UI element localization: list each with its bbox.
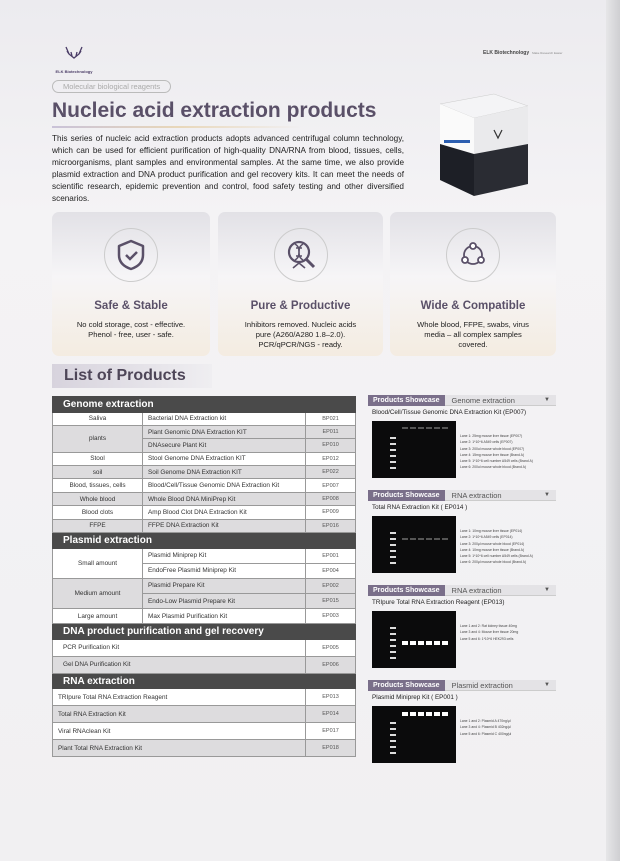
catalog-code: EP001 <box>306 548 356 563</box>
showcase-kit: TRIpure Total RNA Extraction Reagent (EP013) <box>372 599 505 606</box>
sample-type: Stool <box>53 452 143 465</box>
lane-label: Lane 3 and 4: Mouse liver tissue 20mg <box>460 630 519 635</box>
section-title: DNA product purification and gel recovery <box>53 624 356 640</box>
sample-band <box>410 538 416 540</box>
table-row <box>53 425 356 438</box>
catalog-code: EP009 <box>306 506 356 519</box>
dna-magnifier-icon <box>274 228 328 282</box>
table-row <box>53 689 356 706</box>
kit-name: Soil Genome DNA Extraction KIT <box>143 466 306 479</box>
sample-band <box>418 712 424 716</box>
feature-text: Whole blood, FFPE, swabs, virus media – all complex samples covered. <box>417 320 529 349</box>
lane-label: Lane 1 and 2: Plasmid A 470ng/μl <box>460 719 511 723</box>
catalog-code: EP017 <box>306 723 356 740</box>
table-row <box>53 479 356 492</box>
sample-band <box>402 427 408 429</box>
sample-band <box>434 712 440 716</box>
lane-label: Lane 5 and 6: 1*10^6 HEK293 cells <box>460 636 514 641</box>
section-header <box>53 533 356 549</box>
catalog-code: BP021 <box>306 412 356 425</box>
showcase-kit: Blood/Cell/Tissue Genomic DNA Extraction Kit (EP007) <box>372 409 527 416</box>
table-row <box>53 506 356 519</box>
table-row <box>53 412 356 425</box>
elk-logo: ELK Biotechnology <box>54 46 94 78</box>
table-row <box>53 578 356 593</box>
gel-electrophoresis-image <box>372 706 456 763</box>
catalog-code: EP004 <box>306 563 356 578</box>
showcase-label: Products Showcase <box>368 490 445 501</box>
ladder-band <box>390 550 396 552</box>
showcase-label: Products Showcase <box>368 680 445 691</box>
kit-name: Max Plasmid Purification Kit <box>143 609 306 624</box>
kit-name: Endo-Low Plasmid Prepare Kit <box>143 594 306 609</box>
sample-band <box>426 712 432 716</box>
section-header <box>53 624 356 640</box>
table-row <box>53 492 356 505</box>
sample-band <box>434 427 440 429</box>
page-title: Nucleic acid extraction products <box>52 99 377 122</box>
showcase-category: Plasmid extraction <box>451 680 513 690</box>
kit-name: EndoFree Plasmid Miniprep Kit <box>143 563 306 578</box>
table-row <box>53 656 356 673</box>
catalog-code: EP003 <box>306 609 356 624</box>
showcase-label: Products Showcase <box>368 585 445 596</box>
feature-title: Pure & Productive <box>250 300 351 312</box>
dropdown-arrow-icon[interactable]: ▼ <box>544 397 550 403</box>
ladder-band <box>390 443 396 445</box>
catalog-code: EP012 <box>306 452 356 465</box>
products-showcase <box>368 585 556 675</box>
section-title: Plasmid extraction <box>53 533 356 549</box>
products-table <box>52 396 356 757</box>
kit-name: PCR Purification Kit <box>53 639 306 656</box>
feature-card <box>218 212 383 356</box>
ladder-band <box>390 544 396 546</box>
lane-label: Lane 3: 200μl mouse whole blood (EP014) <box>460 541 525 546</box>
table-row <box>53 740 356 757</box>
lane-label: Lane 4: 15mg mouse liver tissue (Brand A) <box>460 452 525 457</box>
ladder-band <box>390 722 396 724</box>
sample-band <box>442 712 448 716</box>
ladder-band <box>390 734 396 736</box>
table-row <box>53 519 356 532</box>
network-nodes-icon <box>446 228 500 282</box>
lane-label: Lane 2: 1*10^6 A549 cells (EP007) <box>460 440 513 445</box>
feature-title: Safe & Stable <box>94 300 168 312</box>
kit-name: FFPE DNA Extraction Kit <box>143 519 306 532</box>
ladder-band <box>390 645 396 647</box>
catalog-code: EP005 <box>306 639 356 656</box>
sample-band <box>442 641 448 645</box>
sample-band <box>434 538 440 540</box>
ladder-band <box>390 461 396 463</box>
showcase-category: RNA extraction <box>451 490 502 500</box>
catalog-code: EP007 <box>306 479 356 492</box>
intro-paragraph: This series of nucleic acid extraction products adopts advanced centrifugal column technology, which can be used for efficient purification of high-quality DNA/RNA from blood, tissues, cells, microorganisms, plant samples and environmental samples. At the same time, we also provide plasmid extraction and DNA product purification and gel recovery kits. It can meet the needs of scientific research, epidemic prevention and control, food safety testing and other diversified scenarios. <box>52 134 404 203</box>
lane-label: Lane 5: 1*10^6 cell number A549 cells (Brand A) <box>460 554 533 559</box>
showcase-category: Genome extraction <box>451 395 515 405</box>
lane-label: Lane 4: 10mg mouse liver tissue (Brand A) <box>460 547 525 552</box>
showcase-kit: Total RNA Extraction Kit ( EP014 ) <box>372 504 468 511</box>
table-row <box>53 706 356 723</box>
sample-band <box>410 641 416 645</box>
catalog-code: EP014 <box>306 706 356 723</box>
showcase-bar[interactable] <box>368 395 556 406</box>
lane-label: Lane 3 and 4: Plasmid B 402ng/μl <box>460 725 511 730</box>
gel-electrophoresis-image <box>372 516 456 573</box>
sample-band <box>442 427 448 429</box>
dropdown-arrow-icon[interactable]: ▼ <box>544 682 550 688</box>
catalog-code: EP006 <box>306 656 356 673</box>
kit-name: Amp Blood Clot DNA Extraction Kit <box>143 506 306 519</box>
lane-label: Lane 2: 1*10^6 A549 cells (EP014) <box>460 535 513 540</box>
lane-label: Lane 1 and 2: Rat kidney tissue 40mg <box>460 624 517 628</box>
ladder-band <box>390 449 396 451</box>
sample-type: Saliva <box>53 412 143 425</box>
catalog-code: EP022 <box>306 466 356 479</box>
ladder-band <box>390 562 396 564</box>
lane-label: Lane 6: 200μl mouse whole blood (Brand A) <box>460 560 527 565</box>
catalog-code: EP016 <box>306 519 356 532</box>
section-title: Genome extraction <box>53 397 356 413</box>
sample-type: Large amount <box>53 609 143 624</box>
catalog-code: EP010 <box>306 439 356 452</box>
lane-label: Lane 1: 25mg mouse liver tissue (EP007) <box>460 434 523 438</box>
sample-band <box>426 538 432 540</box>
dropdown-arrow-icon[interactable]: ▼ <box>544 587 550 593</box>
showcase-bar[interactable] <box>368 680 556 691</box>
sample-band <box>418 538 424 540</box>
lane-legend <box>460 528 533 566</box>
table-row <box>53 452 356 465</box>
lane-label: Lane 1: 10mg mouse liver tissue (EP014) <box>460 529 523 533</box>
section-title: RNA extraction <box>53 673 356 689</box>
kit-name: Plasmid Prepare Kit <box>143 578 306 593</box>
ladder-band <box>390 639 396 641</box>
catalog-code: EP013 <box>306 689 356 706</box>
products-showcase <box>368 680 556 770</box>
showcase-label: Products Showcase <box>368 395 445 406</box>
ladder-band <box>390 467 396 469</box>
title-underline <box>52 126 302 128</box>
kit-name: Stool Genome DNA Extraction KIT <box>143 452 306 465</box>
antler-logo-icon <box>63 46 85 60</box>
sample-band <box>426 641 432 645</box>
brand-header: ELK Biotechnology Make Research Easier <box>483 50 563 56</box>
sample-band <box>442 538 448 540</box>
kit-name: TRIpure Total RNA Extraction Reagent <box>53 689 306 706</box>
table-row <box>53 639 356 656</box>
kit-name: Bacterial DNA Extraction kit <box>143 412 306 425</box>
sample-band <box>426 427 432 429</box>
ladder-band <box>390 657 396 659</box>
feature-text: Inhibitors removed. Nucleic acids pure (A260/A280 1.8–2.0). PCR/qPCR/NGS - ready. <box>244 320 357 349</box>
ladder-band <box>390 532 396 534</box>
feature-card <box>390 212 556 356</box>
sample-band <box>418 641 424 645</box>
page-edge <box>606 0 620 861</box>
showcase-bar[interactable] <box>368 585 556 596</box>
sample-type: Blood clots <box>53 506 143 519</box>
table-row <box>53 723 356 740</box>
kit-name: Blood/Cell/Tissue Genomic DNA Extraction Kit <box>143 479 306 492</box>
showcase-category: RNA extraction <box>451 585 502 595</box>
catalog-code: EP018 <box>306 740 356 757</box>
gel-electrophoresis-image <box>372 421 456 478</box>
gel-electrophoresis-image <box>372 611 456 668</box>
sample-type: Whole blood <box>53 492 143 505</box>
category-pill: Molecular biological reagents <box>52 80 171 93</box>
showcase-kit: Plasmid Miniprep Kit ( EP001 ) <box>372 694 458 701</box>
ladder-band <box>390 627 396 629</box>
feature-title: Wide & Compatible <box>420 300 526 312</box>
ladder-band <box>390 633 396 635</box>
ladder-band <box>390 455 396 457</box>
kit-name: Plant Total RNA Extraction Kit <box>53 740 306 757</box>
lane-label: Lane 5 and 6: Plasmid C 400ng/μl <box>460 731 512 736</box>
sample-band <box>402 538 408 540</box>
kit-name: Plasmid Miniprep Kit <box>143 548 306 563</box>
sample-band <box>410 427 416 429</box>
lane-legend <box>460 433 533 471</box>
ladder-band <box>390 538 396 540</box>
section-header <box>53 673 356 689</box>
catalog-code: EP011 <box>306 425 356 438</box>
kit-name: Gel DNA Purification Kit <box>53 656 306 673</box>
sample-band <box>434 641 440 645</box>
sample-type: FFPE <box>53 519 143 532</box>
kit-name: Total RNA Extraction Kit <box>53 706 306 723</box>
ladder-band <box>390 752 396 754</box>
ladder-band <box>390 746 396 748</box>
sample-type: soil <box>53 466 143 479</box>
products-showcase <box>368 490 556 580</box>
sample-type: plants <box>53 425 143 452</box>
table-row <box>53 548 356 563</box>
sample-type: Blood, tissues, cells <box>53 479 143 492</box>
table-row <box>53 609 356 624</box>
lane-legend <box>460 718 511 737</box>
kit-name: Whole Blood DNA MiniPrep Kit <box>143 492 306 505</box>
ladder-band <box>390 740 396 742</box>
lane-label: Lane 3: 200ul mouse whole blood (EP007) <box>460 446 525 451</box>
ladder-band <box>390 651 396 653</box>
ladder-band <box>390 728 396 730</box>
catalog-code: EP015 <box>306 594 356 609</box>
feature-text: No cold storage, cost - effective. Phenol - free, user - safe. <box>76 320 186 339</box>
sample-type: Medium amount <box>53 578 143 608</box>
product-box-image <box>432 92 532 202</box>
ladder-band <box>390 556 396 558</box>
sample-type: Small amount <box>53 548 143 578</box>
lane-legend <box>460 623 518 642</box>
kit-name: DNAsecure Plant Kit <box>143 439 306 452</box>
kit-name: Viral RNAclean Kit <box>53 723 306 740</box>
catalog-code: EP002 <box>306 578 356 593</box>
shield-check-icon <box>104 228 158 282</box>
sample-band <box>402 712 408 716</box>
sample-band <box>410 712 416 716</box>
lane-label: Lane 5: 1*10^6 cell number A549 cells (Brand A) <box>460 459 533 464</box>
feature-card <box>52 212 210 356</box>
section-header <box>53 397 356 413</box>
sample-band <box>418 427 424 429</box>
dropdown-arrow-icon[interactable]: ▼ <box>544 492 550 498</box>
list-of-products-heading: List of Products <box>52 364 212 388</box>
ladder-band <box>390 437 396 439</box>
sample-band <box>402 641 408 645</box>
lane-label: Lane 6: 200ul mouse whole blood (Brand A) <box>460 465 526 470</box>
table-row <box>53 466 356 479</box>
products-showcase <box>368 395 556 485</box>
showcase-bar[interactable] <box>368 490 556 501</box>
kit-name: Plant Genomic DNA Extraction KIT <box>143 425 306 438</box>
catalog-code: EP008 <box>306 492 356 505</box>
